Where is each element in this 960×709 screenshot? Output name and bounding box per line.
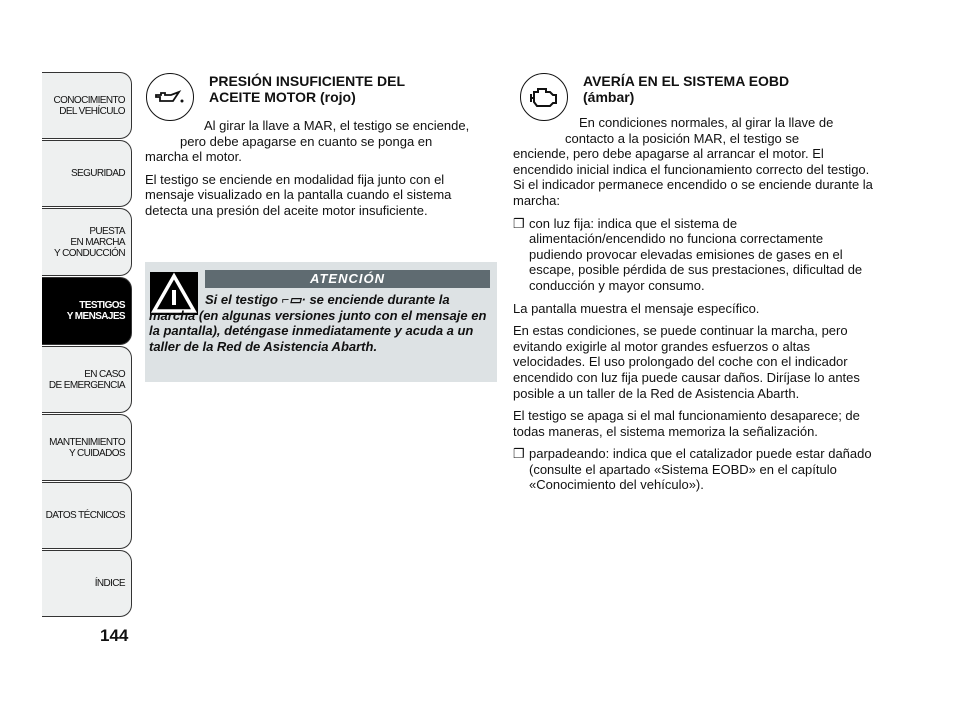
bullet-item: ❒ parpadeando: indica que el catalizador puede estar dañado (consulte el apartado «Sistema EOBD» en el capítulo «Conocimiento del vehículo»).	[513, 446, 872, 493]
oil-pressure-icon	[146, 73, 194, 121]
tab-indice[interactable]: ÍNDICE	[42, 550, 132, 617]
warning-box	[145, 262, 497, 382]
oil-text: Al girar la llave a MAR, el testigo se enciende, pero debe apagarse en cuanto se ponga en marcha el motor. El testigo se enciende en modalidad fija junto con el mensaje visualizado en la pantalla cuando el sistema detecta una presión del aceite motor insuficiente.	[145, 118, 470, 218]
oil-pressure-icon: ⌐▭·	[281, 292, 306, 307]
eobd-text: En condiciones normales, al girar la llave de contacto a la posición MAR, el testigo se enciende, pero debe apagarse al arrancar el motor. El encendido inicial indica el funcionamiento correcto del testigo. Si el indicador permanece encendido o se enciende durante la marcha: ❒ con luz fija: indica que el sistema de alimentación/encendido no funciona correctamente pudiendo provocar elevadas emisiones de gases en el escape, posible pérdida de sus prestaciones, dificultad de conducción y mayor consumo. La pantalla muestra el mensaje específico. En estas condiciones, se puede continuar la marcha, pero evitando exigirle al motor grandes esfuerzos o altas velocidades. El uso prolongado del coche con el indicador encendido con luz fija puede causar daños. Diríjase lo antes posible a un taller de la Red de Asistencia Abarth. El testigo se apaga si el mal funcionamiento desaparece; de todas maneras, el sistema memoriza la señalización. ❒ parpadeando: indica que el catalizador puede estar dañado (consulte el apartado «Sistema EOBD» en el capítulo «Conocimiento del vehículo»).	[513, 115, 873, 493]
tab-emergencia[interactable]: EN CASO DE EMERGENCIA	[42, 346, 132, 413]
bullet-item: ❒ con luz fija: indica que el sistema de alimentación/encendido no funciona correctamente pudiendo provocar elevadas emisiones de gases en el escape, posible pérdida de sus prestaciones, dificultad de conducción y mayor consumo.	[513, 215, 863, 293]
tab-mantenimiento[interactable]: MANTENIMIENTO Y CUIDADOS	[42, 414, 132, 481]
tab-datos-tecnicos[interactable]: DATOS TÉCNICOS	[42, 482, 132, 549]
tab-puesta-en-marcha[interactable]: PUESTA EN MARCHA Y CONDUCCIÓN	[42, 208, 132, 276]
warning-text: Si el testigo ⌐▭· se enciende durante la marcha (en algunas versiones junto con el mensaje en la pantalla), deténgase inmediatamente y acuda a un taller de la Red de Asistencia Abarth.	[149, 292, 487, 354]
warning-header: ATENCIÓN	[205, 270, 490, 288]
tab-testigos[interactable]: TESTIGOS Y MENSAJES	[42, 277, 132, 345]
section-title-oil: PRESIÓN INSUFICIENTE DEL ACEITE MOTOR (rojo)	[209, 73, 406, 105]
page-number: 144	[100, 626, 129, 645]
tab-conocimiento[interactable]: CONOCIMIENTO DEL VEHÍCULO	[42, 72, 132, 139]
section-title-eobd: AVERÍA EN EL SISTEMA EOBD (ámbar)	[583, 73, 790, 105]
tab-seguridad[interactable]: SEGURIDAD	[42, 140, 132, 207]
engine-check-icon	[520, 73, 568, 121]
